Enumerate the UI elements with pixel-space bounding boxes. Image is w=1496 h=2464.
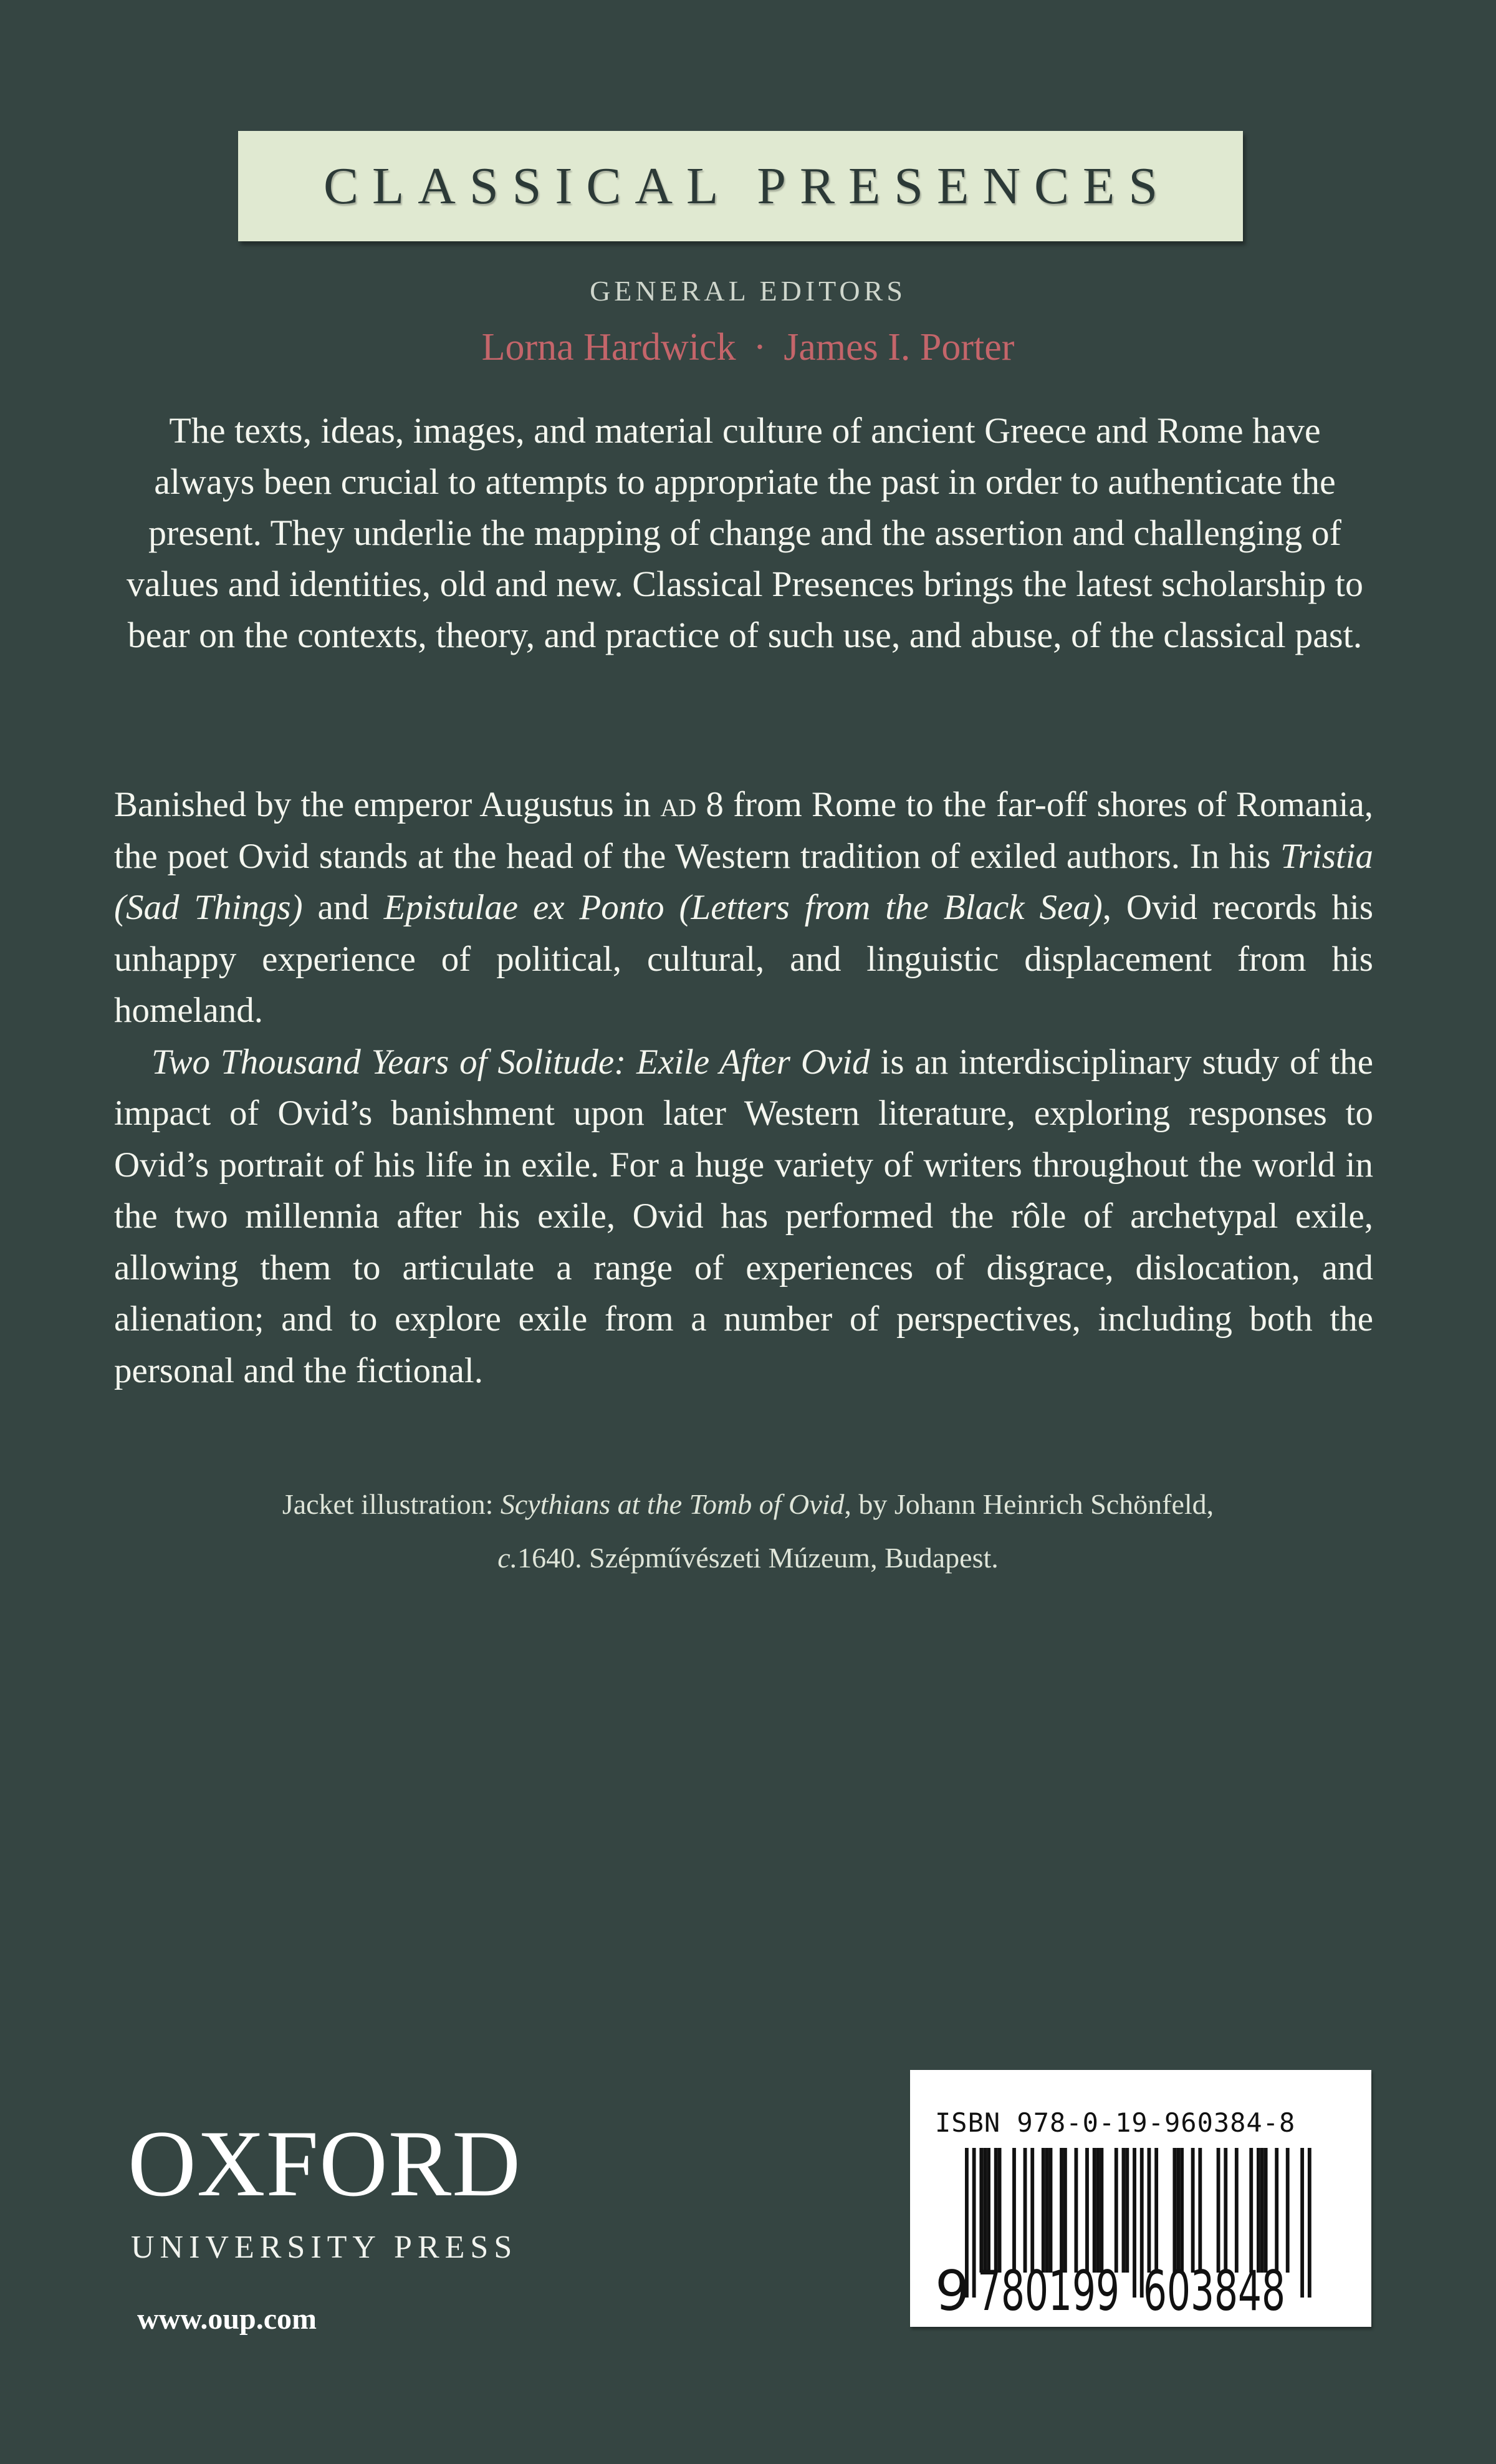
barcode-bar	[1133, 2148, 1136, 2298]
text-run: 8 from Rome to the far-off shores of Romania, the poet Ovid stands at the head of the Western tradition of exiled authors. In his	[114, 785, 1373, 876]
barcode-left-digits: 780199	[977, 2259, 1120, 2323]
barcode-bar	[1093, 2148, 1096, 2273]
barcode-bar	[1257, 2148, 1260, 2273]
barcode-bar	[1045, 2148, 1049, 2273]
description-paragraph-2	[114, 1037, 1373, 1397]
barcode-bar	[1030, 2148, 1034, 2273]
series-title-band	[238, 131, 1243, 241]
text-run: Jacket illustration:	[282, 1488, 501, 1520]
barcode-bar	[1264, 2148, 1268, 2273]
text-run: Banished by the emperor Augustus in	[114, 785, 661, 824]
jacket-illustration-credit	[0, 1478, 1496, 1585]
barcode-bar	[1172, 2148, 1176, 2273]
barcode-first-digit: 9	[935, 2259, 970, 2323]
barcode-bar	[1176, 2148, 1180, 2273]
barcode-bar	[1249, 2148, 1253, 2273]
era-abbreviation: ad	[660, 785, 697, 824]
editor-separator: ·	[753, 326, 767, 368]
isbn-label: ISBN 978-0-19-960384-8	[935, 2107, 1296, 2138]
barcode-bar	[1075, 2148, 1078, 2273]
barcode-bar	[1180, 2148, 1184, 2273]
barcode-bar	[998, 2148, 1002, 2273]
series-description: The texts, ideas, images, and material culture of ancient Greece and Rome have always been crucial to attempts to appropriate the past in order to authenticate the present. They underlie the mapping of change and the assertion and challenging of values and identities, old and new. Classical Presences brings the latest scholarship to bear on the contexts, theory, and practice of such use, and abuse, of the classical past.	[127, 410, 1363, 655]
editor-name: Lorna Hardwick	[481, 326, 736, 368]
barcode-bar	[1042, 2148, 1045, 2273]
artwork-title: Scythians at the Tomb of Ovid	[500, 1488, 845, 1520]
circa-abbreviation: c.	[497, 1542, 518, 1574]
barcode-bar	[1115, 2148, 1118, 2273]
text-run: and	[302, 888, 384, 927]
barcode-bar	[979, 2148, 983, 2273]
barcode-bar	[1154, 2148, 1158, 2273]
publisher-name: UNIVERSITY PRESS	[131, 2230, 518, 2265]
book-title: Two Thousand Years of Solitude: Exile After Ovid	[151, 1042, 870, 1082]
barcode-bar	[983, 2148, 987, 2273]
barcode-bar	[1300, 2148, 1304, 2298]
publisher-url[interactable]: www.oup.com	[137, 2303, 317, 2336]
oxford-logo: OXFORD	[128, 2111, 521, 2216]
barcode-bar	[1100, 2148, 1103, 2273]
description-paragraph-1	[114, 779, 1373, 1037]
barcode-bar	[1308, 2148, 1311, 2298]
barcode-bar	[1191, 2148, 1195, 2273]
barcode-bar	[1122, 2148, 1126, 2273]
barcode-bar	[1012, 2148, 1016, 2273]
work-title-tristia: Tristia (Sad Things)	[114, 836, 1373, 927]
text-run: , Ovid records his unhappy experience of political, cultural, and linguistic displacement from his homeland.	[114, 888, 1373, 1030]
barcode-bar	[1198, 2148, 1202, 2273]
text-run: 1640. Szépművészeti Múzeum, Budapest.	[517, 1542, 999, 1574]
barcode-right-digits: 603848	[1143, 2259, 1285, 2323]
barcode-bar	[987, 2148, 990, 2273]
barcode-bar	[972, 2148, 976, 2298]
barcode-bar	[1260, 2148, 1264, 2273]
barcode-bar	[1286, 2148, 1290, 2273]
isbn-barcode-box	[910, 2070, 1371, 2327]
work-title-epistulae: Epistulae ex Ponto (Letters from the Black Sea)	[383, 888, 1103, 927]
general-editors-names	[0, 325, 1496, 370]
general-editors-label: GENERAL EDITORS	[590, 275, 906, 307]
barcode-bar	[1024, 2148, 1027, 2273]
barcode-bar	[1125, 2148, 1129, 2273]
book-description	[114, 779, 1373, 1397]
barcode-bar	[994, 2148, 998, 2273]
barcode-bar	[1060, 2148, 1063, 2273]
barcode-bar	[1085, 2148, 1089, 2273]
barcode-bar	[1148, 2148, 1151, 2273]
barcode-bar	[1235, 2148, 1239, 2273]
credit-line-2	[0, 1531, 1496, 1585]
credit-line-1	[0, 1478, 1496, 1531]
editor-name: James I. Porter	[784, 326, 1015, 368]
barcode-bar	[1096, 2148, 1100, 2273]
barcode	[910, 2070, 1371, 2327]
barcode-bar	[1217, 2148, 1220, 2273]
barcode-bar	[1063, 2148, 1067, 2273]
barcode-bar	[1275, 2148, 1278, 2273]
series-title: CLASSICAL PRESENCES	[323, 157, 1172, 215]
text-run: is an interdisciplinary study of the impact of Ovid’s banishment upon later Western literature, exploring responses to Ovid’s portrait of his life in exile. For a huge variety of writers throughout the world in the two millennia after his exile, Ovid has performed the rôle of archetypal exile, allowing them to articulate a range of experiences of disgrace, dislocation, and alienation; and to explore exile from a number of perspectives, including both the personal and the fictional.	[114, 1042, 1374, 1390]
text-run: , by Johann Heinrich Schönfeld,	[844, 1488, 1214, 1520]
barcode-bar	[1049, 2148, 1053, 2273]
barcode-bar	[1224, 2148, 1227, 2273]
